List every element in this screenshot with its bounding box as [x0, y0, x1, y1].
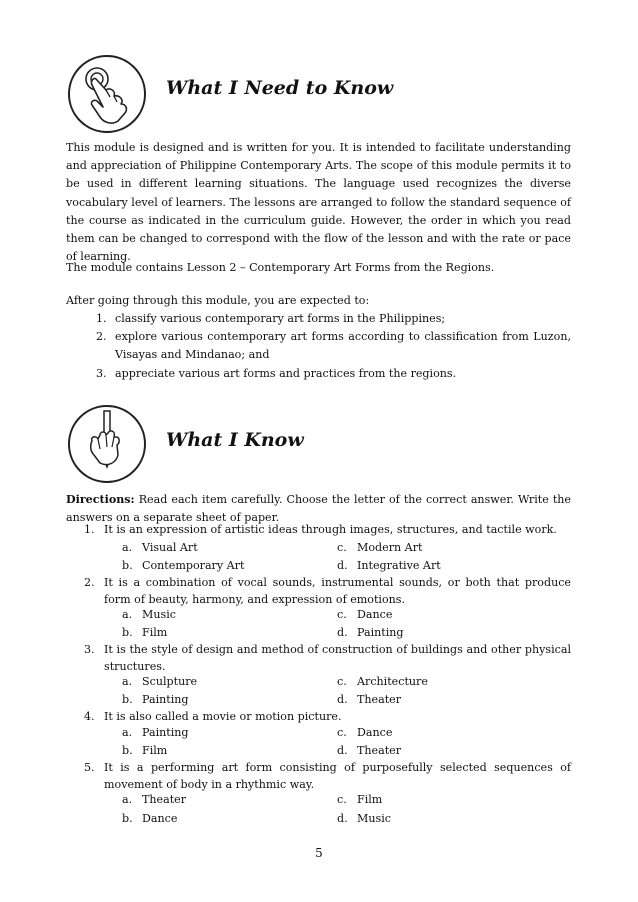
choice-d: d. Integrative Art	[337, 559, 441, 572]
choice-b: b. Painting	[122, 693, 189, 706]
objectives-list	[96, 310, 571, 383]
choice-a: a. Theater	[122, 793, 187, 806]
question-3: 3. It is the style of design and method of construction of buildings and other physical structures.	[84, 643, 571, 673]
intro-paragraph: This module is designed and is written for you. It is intended to facilitate understanding and appreciation of Philippine Contemporary Arts. The scope of this module permits it to be used in different learning situations. The language used recognizes the diverse vocabulary level of learners. The lessons are arranged to follow the standard sequence of the course as indicated in the curriculum guide. However, the order in which you read them can be changed to correspond with the flow of the lesson and with the rate or pace of learning.	[66, 141, 571, 264]
choice-c: c. Architecture	[337, 675, 428, 688]
choice-a: a. Sculpture	[122, 675, 198, 688]
section-title-what-i-know: What I Know	[166, 429, 304, 451]
hand-pointing-icon	[68, 55, 146, 133]
choice-c: c. Dance	[337, 726, 393, 739]
choice-b: b. Dance	[122, 812, 178, 825]
directions-label: Directions:	[66, 493, 135, 506]
list-item: 3. appreciate various art forms and practices from the regions.	[96, 366, 457, 380]
question-5: 5. It is a performing art form consisting of purposefully selected sequences of movement of body in a rhythmic way.	[84, 761, 571, 791]
page-number: 5	[315, 846, 323, 860]
choice-a: a. Music	[122, 608, 176, 621]
choice-c: c. Dance	[337, 608, 393, 621]
question-1: 1. It is an expression of artistic ideas through images, structures, and tactile work.	[84, 523, 557, 536]
section-title-what-i-need-to-know: What I Need to Know	[166, 77, 394, 99]
lesson-statement: The module contains Lesson 2 – Contemporary Art Forms from the Regions.	[66, 261, 495, 274]
objectives-lead: After going through this module, you are expected to:	[66, 294, 370, 307]
choice-d: d. Theater	[337, 693, 402, 706]
choice-d: d. Music	[337, 812, 391, 825]
choice-d: d. Theater	[337, 744, 402, 757]
question-4: 4. It is also called a movie or motion picture.	[84, 710, 342, 723]
choice-b: b. Film	[122, 744, 168, 757]
choice-d: d. Painting	[337, 626, 404, 639]
choice-a: a. Painting	[122, 726, 189, 739]
choice-a: a. Visual Art	[122, 541, 198, 554]
choice-c: c. Modern Art	[337, 541, 423, 554]
list-item: 1. classify various contemporary art forms in the Philippines;	[96, 312, 446, 325]
directions-text: Read each item carefully. Choose the letter of the correct answer. Write the answers on a separate sheet of paper.	[66, 493, 571, 525]
choice-c: c. Film	[337, 793, 383, 806]
list-item: 2. explore various contemporary art forms according to classification from Luzon, Visayas and Mindanao; and	[96, 330, 571, 362]
hand-holding-pencil-icon	[68, 405, 146, 483]
question-2: 2. It is a combination of vocal sounds, instrumental sounds, or both that produce form of beauty, harmony, and expression of emotions.	[84, 576, 571, 606]
choice-b: b. Contemporary Art	[122, 559, 245, 572]
choice-b: b. Film	[122, 626, 168, 639]
